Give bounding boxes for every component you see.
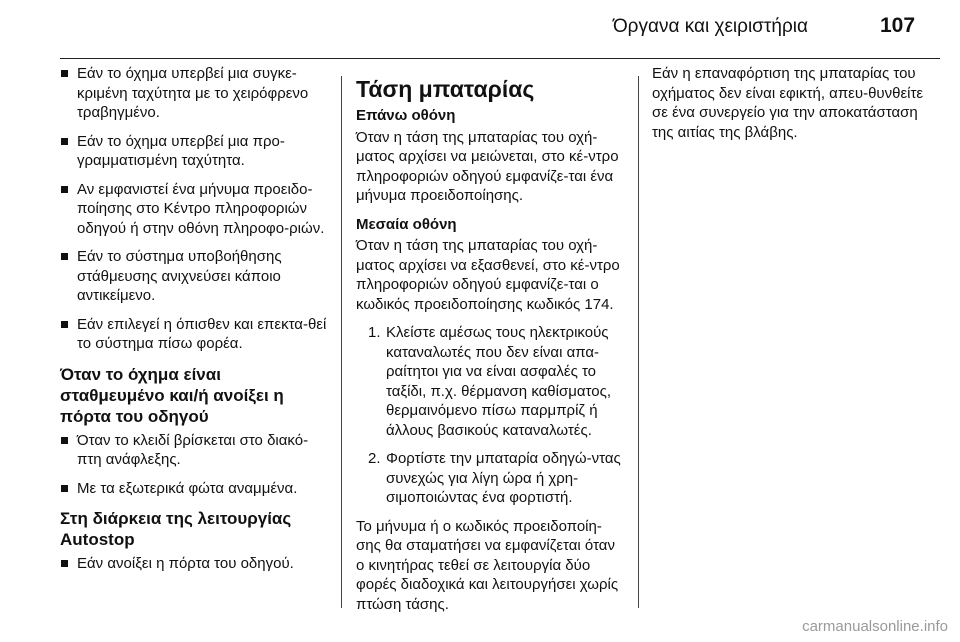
chapter-title: Όργανα και χειριστήρια — [612, 16, 808, 37]
step-number: 2. — [368, 450, 381, 467]
step-text: Κλείστε αμέσως τους ηλεκτρικούς καταναλωτές που δεν είναι απα-ραίτητοι για να είναι ασφαλές το ταξίδι, π.χ. θέρμανση καθίσματος, θερμαινόμενο πίσω παρμπρίζ ή άλλους βασικούς καταναλωτές. — [386, 324, 612, 439]
paragraph-message-end: Το μήνυμα ή ο κωδικός προειδοποίη-σης θα σταματήσει να εμφανίζεται όταν ο κινητήρας τεθεί σε λειτουργία δύο φορές διαδοχικά και λειτουργήσει χωρίς πτώση τάσης. — [356, 517, 619, 613]
bullet-list-conditions — [60, 64, 330, 354]
page-number: 107 — [880, 14, 916, 37]
bullet-list-autostop — [60, 554, 330, 574]
paragraph-mid-display: Όταν η τάση της μπαταρίας του οχή-ματος αρχίσει να εξασθενεί, στο κέ-ντρο πληροφοριών οδηγού εμφανίζε-ται ο κωδικός προειδοποίησης κωδικός 174. — [356, 237, 620, 313]
heading-parked: Όταν το όχημα είναι σταθμευμένο και/ή ανοίξει η πόρτα του οδηγού — [60, 364, 284, 426]
list-item: Εάν το όχημα υπερβεί μια προ-γραμματισμένη ταχύτητα. — [60, 132, 330, 171]
heading-autostop: Στη διάρκεια της λειτουργίας Autostop — [60, 509, 292, 549]
heading-battery-voltage: Τάση μπαταρίας — [356, 76, 535, 102]
list-item: Αν εμφανιστεί ένα μήνυμα προειδο-ποίησης στο Κέντρο πληροφοριών οδηγού ή στην οθόνη πληροφο-ριών. — [60, 180, 330, 239]
list-item: Εάν το σύστημα υποβοήθησης στάθμευσης ανιχνεύσει κάποιο αντικείμενο. — [60, 247, 330, 306]
paragraph-top-display: Όταν η τάση της μπαταρίας του οχή-ματος αρχίσει να μειώνεται, στο κέ-ντρο πληροφοριών οδηγού εμφανίζε-ται ένα μήνυμα προειδοποίησης. — [356, 128, 619, 204]
column-3 — [652, 64, 932, 151]
list-item — [356, 449, 626, 508]
numbered-steps — [356, 323, 626, 508]
list-item: Εάν το όχημα υπερβεί μια συγκε-κριμένη ταχύτητα με το χειρόφρενο τραβηγμένο. — [60, 64, 330, 123]
column-divider-2 — [638, 76, 639, 608]
subheading-top-display: Επάνω οθόνη — [356, 107, 456, 124]
column-2 — [356, 64, 626, 623]
list-item: Εάν ανοίξει η πόρτα του οδηγού. — [60, 554, 330, 574]
list-item: Εάν επιλεγεί η όπισθεν και επεκτα-θεί το σύστημα πίσω φορέα. — [60, 315, 330, 354]
paragraph-workshop: Εάν η επαναφόρτιση της μπαταρίας του οχήματος δεν είναι εφικτή, απευ-θυνθείτε σε ένα συνεργείο για την αποκατάσταση της αιτίας της βλάβης. — [652, 65, 924, 141]
column-1 — [60, 64, 330, 583]
step-number: 1. — [368, 324, 381, 341]
column-divider-1 — [341, 76, 342, 608]
list-item — [356, 323, 626, 440]
header-rule — [60, 58, 940, 59]
subheading-mid-display: Μεσαία οθόνη — [356, 215, 457, 233]
list-item: Όταν το κλειδί βρίσκεται στο διακό-πτη ανάφλεξης. — [60, 431, 330, 470]
bullet-list-parked — [60, 431, 330, 499]
list-item: Με τα εξωτερικά φώτα αναμμένα. — [60, 479, 330, 499]
step-text: Φορτίστε την μπαταρία οδηγώ-ντας συνεχώς για λίγη ώρα ή χρη-σιμοποιώντας ένα φορτιστή. — [386, 450, 621, 506]
watermark: carmanualsonline.info — [802, 618, 948, 635]
